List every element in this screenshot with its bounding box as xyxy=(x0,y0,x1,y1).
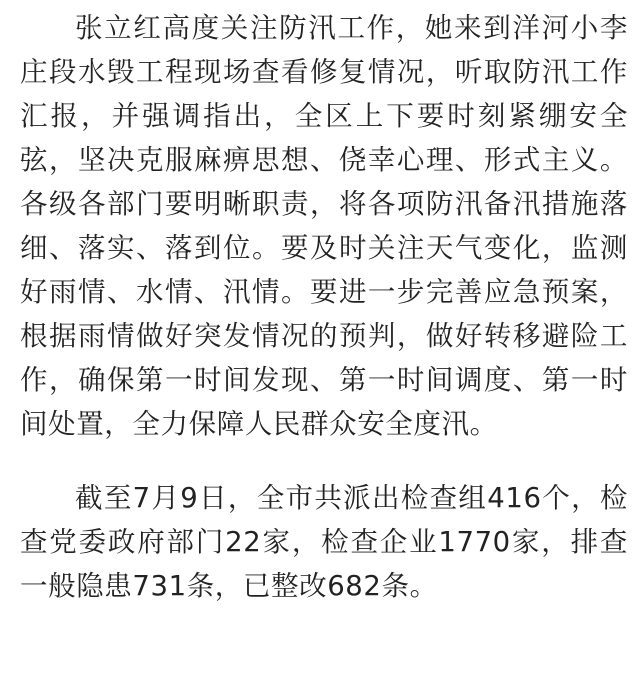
article-body xyxy=(20,0,628,608)
paragraph-inspection-statistics: 截至7月9日，全市共派出检查组416个，检查党委政府部门22家，检查企业1770家，排查一般隐患731条，已整改682条。 xyxy=(20,482,628,602)
paragraph-flood-inspection: 张立红高度关注防汛工作，她来到洋河小李庄段水毁工程现场查看修复情况，听取防汛工作汇报，并强调指出，全区上下要时刻紧绷安全弦，坚决克服麻痹思想、侥幸心理、形式主义。各级各部门要明晰职责，将各项防汛备汛措施落细、落实、落到位。要及时关注天气变化，监测好雨情、水情、汛情。要进一步完善应急预案，根据雨情做好突发情况的预判，做好转移避险工作，确保第一时间发现、第一时间调度、第一时间处置，全力保障人民群众安全度汛。 xyxy=(20,12,628,440)
